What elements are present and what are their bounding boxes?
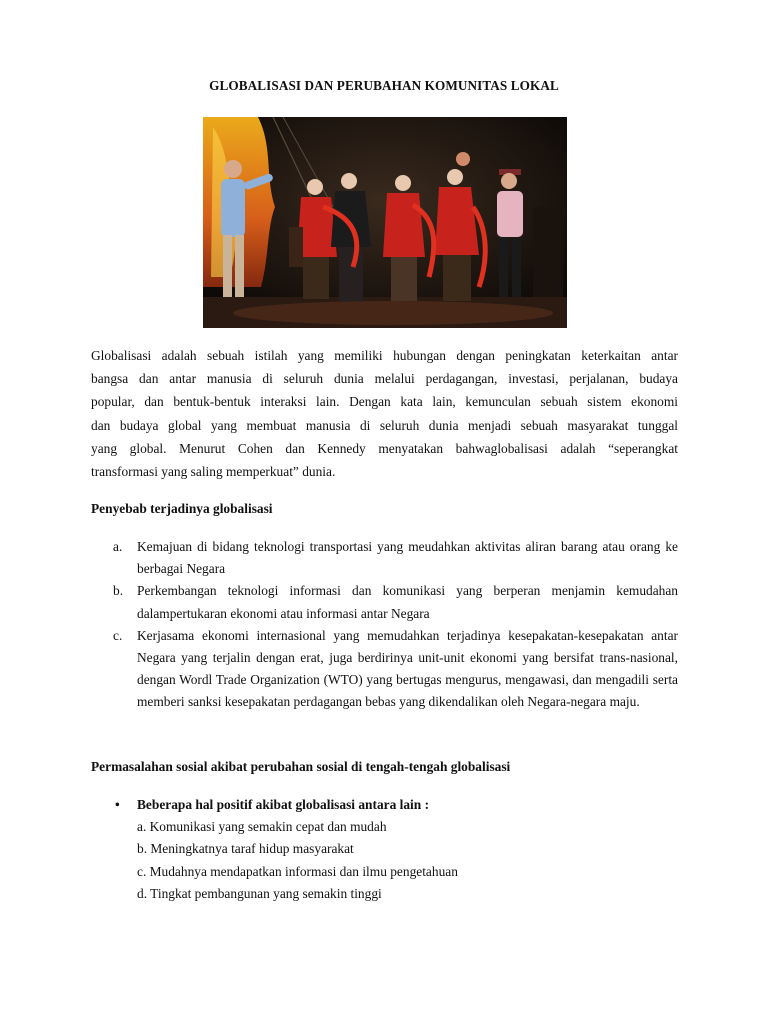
list-marker: c.: [113, 627, 123, 643]
list-item: [91, 580, 678, 624]
paragraph-line: Globalisasi adalah sebuah istilah yang memiliki hubungan dengan peningkatan keterkaitan antar: [91, 348, 678, 363]
paragraph-line: transformasi yang saling memperkuat” dunia.: [91, 464, 336, 480]
paragraph-line: yang global. Menurut Cohen dan Kennedy menyatakan bahwaglobalisasi adalah “seperangkat: [91, 440, 678, 456]
list-marker: a.: [113, 539, 123, 554]
paragraph-line: dan budaya global yang membuat manusia di seluruh dunia menjadi sebuah masyarakat tunggal: [91, 417, 678, 433]
dance-performance-photo: [203, 117, 567, 328]
list-item: d. Tingkat pembangunan yang semakin tinggi: [137, 885, 382, 901]
document-title: GLOBALISASI DAN PERUBAHAN KOMUNITAS LOKAL: [209, 78, 559, 93]
paragraph-line: bangsa dan antar manusia di seluruh dunia melalui perdagangan, investasi, perjalanan, budaya: [91, 371, 678, 387]
list-item: [91, 625, 678, 714]
intro-paragraph: [91, 344, 678, 483]
list-marker: b.: [113, 583, 124, 599]
list-item-text: Kemajuan di bidang teknologi transportasi yang meudahkan aktivitas aliran barang atau orang ke berbagai Negara: [137, 539, 678, 577]
positives-heading: Beberapa hal positif akibat globalisasi antara lain :: [137, 797, 430, 812]
problems-heading: Permasalahan sosial akibat perubahan sosial di tengah-tengah globalisasi: [91, 759, 511, 774]
causes-list: [91, 536, 678, 714]
list-item-text: Kerjasama ekonomi internasional yang memudahkan terjadinya kesepakatan-kesepakatan antar Negara yang terjalin dengan erat, juga berdirinya unit-unit ekonomi yang bersifat trans-nasional, dengan Wordl Trade Organization (WTO) yang bertugas mengurus, mengawasi, dan mengadili serta memberi sanksi kesepakatan perdagangan bebas yang dikendalikan oleh Negara-negara maju.: [137, 627, 678, 710]
list-item: [91, 536, 678, 580]
positives-list: [91, 794, 678, 905]
causes-heading: Penyebab terjadinya globalisasi: [91, 501, 273, 516]
list-item: a. Komunikasi yang semakin cepat dan mudah: [137, 819, 387, 835]
bullet-item: [91, 794, 678, 816]
list-item: b. Meningkatnya taraf hidup masyarakat: [137, 841, 354, 857]
paragraph-line: popular, dan bentuk-bentuk interaksi lain. Dengan kata lain, kemunculan sebuah sistem ekonomi: [91, 394, 678, 410]
photo-illustration: [203, 117, 567, 328]
bullet-icon: •: [115, 797, 120, 812]
list-item: c. Mudahnya mendapatkan informasi dan ilmu pengetahuan: [137, 863, 458, 879]
list-item-text: Perkembangan teknologi informasi dan komunikasi yang berperan menjamin kemudahan dalampertukaran ekonomi atau informasi antar Negara: [137, 583, 678, 621]
